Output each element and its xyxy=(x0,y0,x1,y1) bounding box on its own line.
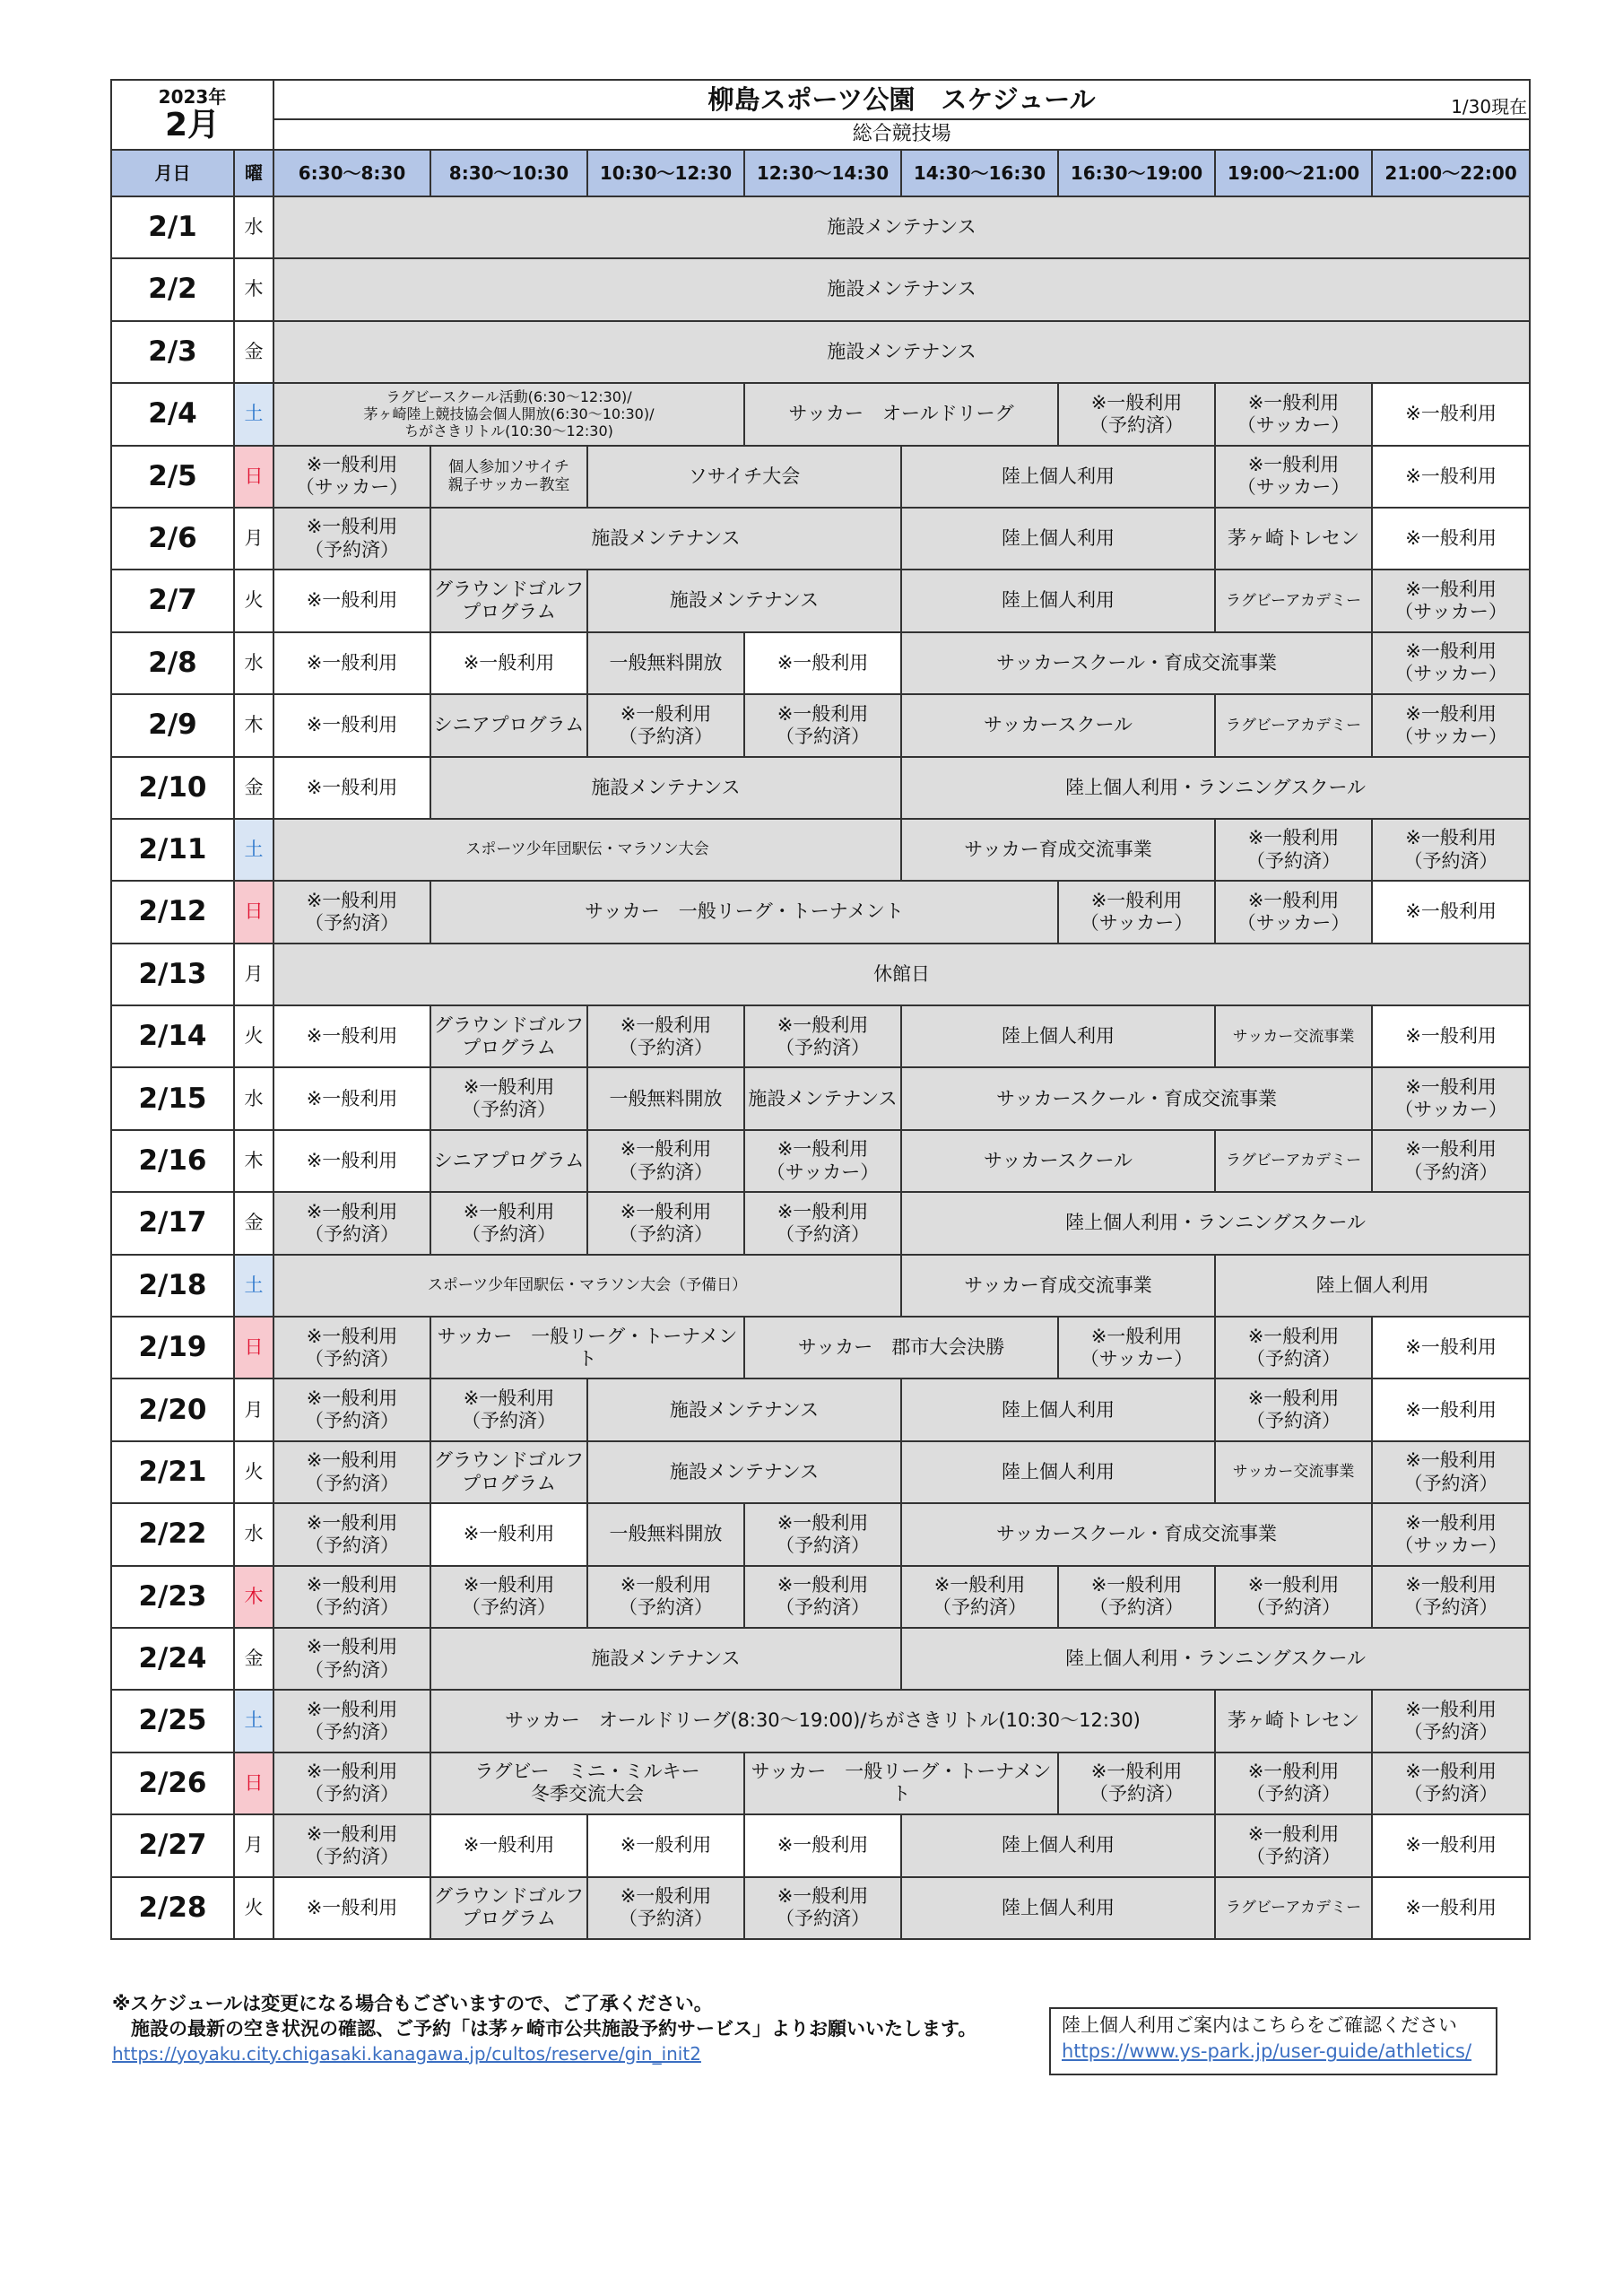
schedule-row xyxy=(111,819,1530,881)
schedule-cell: ※一般利用 xyxy=(744,1814,901,1876)
date-cell: 2/5 xyxy=(111,446,234,508)
schedule-cell: 施設メンテナンス xyxy=(587,1378,901,1440)
schedule-cell: ※一般利用 xyxy=(1372,1814,1530,1876)
weekday-cell: 金 xyxy=(234,1628,273,1690)
schedule-cell: 施設メンテナンス xyxy=(273,321,1530,383)
schedule-cell: ※一般利用 （予約済） xyxy=(744,694,901,756)
schedule-row xyxy=(111,1005,1530,1067)
schedule-cell: ※一般利用 （予約済） xyxy=(273,1378,430,1440)
date-cell: 2/15 xyxy=(111,1067,234,1129)
weekday-cell: 水 xyxy=(234,632,273,694)
weekday-cell: 土 xyxy=(234,383,273,445)
schedule-cell: ※一般利用 xyxy=(273,1067,430,1129)
schedule-cell: ※一般利用 （予約済） xyxy=(587,1192,744,1254)
schedule-cell: スポーツ少年団駅伝・マラソン大会（予備日） xyxy=(273,1255,901,1317)
schedule-row xyxy=(111,383,1530,445)
reservation-link[interactable]: https://yoyaku.city.chigasaki.kanagawa.jp/cultos/reserve/gin_init2 xyxy=(112,2042,701,2065)
schedule-cell: ※一般利用 （予約済） xyxy=(744,1192,901,1254)
schedule-row xyxy=(111,881,1530,943)
weekday-cell: 木 xyxy=(234,694,273,756)
schedule-cell: ※一般利用 （予約済） xyxy=(587,1005,744,1067)
weekday-cell: 火 xyxy=(234,1441,273,1503)
schedule-cell: サッカー 郡市大会決勝 xyxy=(744,1317,1058,1378)
weekday-cell: 土 xyxy=(234,819,273,881)
weekday-cell: 月 xyxy=(234,508,273,570)
schedule-row xyxy=(111,632,1530,694)
date-cell: 2/11 xyxy=(111,819,234,881)
schedule-cell: グラウンドゴルフ プログラム xyxy=(430,1877,587,1939)
weekday-cell: 火 xyxy=(234,1877,273,1939)
schedule-cell: サッカー交流事業 xyxy=(1215,1441,1372,1503)
schedule-cell: ※一般利用 xyxy=(273,694,430,756)
schedule-cell: ※一般利用 （予約済） xyxy=(1215,1317,1372,1378)
schedule-row xyxy=(111,1690,1530,1752)
schedule-cell: ※一般利用 （予約済） xyxy=(273,1503,430,1565)
schedule-cell: ラグビーアカデミー xyxy=(1215,694,1372,756)
col-header-slot: 21:00～22:00 xyxy=(1372,150,1530,196)
schedule-row xyxy=(111,1503,1530,1565)
schedule-cell: 施設メンテナンス xyxy=(430,508,901,570)
schedule-cell: 陸上個人利用 xyxy=(901,570,1215,631)
athletics-info-label: 陸上個人利用ご案内はこちらをご確認ください xyxy=(1062,2014,1457,2036)
date-cell: 2/24 xyxy=(111,1628,234,1690)
schedule-cell: ※一般利用 xyxy=(273,1130,430,1192)
schedule-row xyxy=(111,1877,1530,1939)
col-header-slot: 10:30～12:30 xyxy=(587,150,744,196)
weekday-cell: 日 xyxy=(234,446,273,508)
schedule-cell: 施設メンテナンス xyxy=(430,757,901,819)
schedule-cell: 陸上個人利用 xyxy=(1215,1255,1530,1317)
weekday-cell: 金 xyxy=(234,1192,273,1254)
weekday-cell: 日 xyxy=(234,1317,273,1378)
schedule-cell: サッカースクール・育成交流事業 xyxy=(901,1067,1372,1129)
schedule-cell: 施設メンテナンス xyxy=(273,258,1530,320)
schedule-cell: シニアプログラム xyxy=(430,1130,587,1192)
schedule-cell: ※一般利用 xyxy=(273,570,430,631)
schedule-cell: ※一般利用 （サッカー） xyxy=(1372,694,1530,756)
schedule-cell: 施設メンテナンス xyxy=(587,1441,901,1503)
footer-notes xyxy=(112,1991,1063,2066)
col-header-slot: 16:30～19:00 xyxy=(1058,150,1215,196)
date-cell: 2/12 xyxy=(111,881,234,943)
schedule-cell: ※一般利用 xyxy=(430,632,587,694)
schedule-cell: ※一般利用 （予約済） xyxy=(273,1192,430,1254)
date-cell: 2/4 xyxy=(111,383,234,445)
schedule-row xyxy=(111,1814,1530,1876)
schedule-cell: サッカースクール xyxy=(901,694,1215,756)
schedule-cell: ※一般利用 （予約済） xyxy=(273,1752,430,1814)
schedule-cell: ラグビースクール活動(6:30～12:30)/ 茅ヶ崎陸上競技協会個人開放(6:30～10:30)/ ちがさきリトル(10:30～12:30) xyxy=(273,383,744,445)
schedule-cell: ※一般利用 （サッカー） xyxy=(1215,383,1372,445)
date-cell: 2/21 xyxy=(111,1441,234,1503)
date-cell: 2/20 xyxy=(111,1378,234,1440)
change-notice: ※スケジュールは変更になる場合もございますので、ご了承ください。 xyxy=(112,1993,713,2014)
date-cell: 2/14 xyxy=(111,1005,234,1067)
schedule-row xyxy=(111,1192,1530,1254)
schedule-cell: ※一般利用 xyxy=(1372,383,1530,445)
title-text: 柳島スポーツ公園 スケジュール xyxy=(707,83,1096,115)
date-cell: 2/22 xyxy=(111,1503,234,1565)
date-cell: 2/16 xyxy=(111,1130,234,1192)
schedule-cell: ※一般利用 （予約済） xyxy=(1215,1566,1372,1628)
schedule-cell: ※一般利用 （予約済） xyxy=(430,1378,587,1440)
schedule-cell: ラグビー ミニ・ミルキー 冬季交流大会 xyxy=(430,1752,744,1814)
schedule-cell: 施設メンテナンス xyxy=(744,1067,901,1129)
schedule-cell: 陸上個人利用 xyxy=(901,446,1215,508)
schedule-row xyxy=(111,1752,1530,1814)
schedule-cell: ※一般利用 （予約済） xyxy=(273,881,430,943)
col-header-slot: 14:30～16:30 xyxy=(901,150,1058,196)
schedule-cell: ※一般利用 （予約済） xyxy=(1058,1566,1215,1628)
schedule-cell: サッカー 一般リーグ・トーナメント xyxy=(430,1317,744,1378)
schedule-cell: ※一般利用 （予約済） xyxy=(744,1877,901,1939)
schedule-cell: 茅ヶ崎トレセン xyxy=(1215,1690,1372,1752)
schedule-cell: ※一般利用 （サッカー） xyxy=(1372,632,1530,694)
schedule-cell: ※一般利用 （予約済） xyxy=(430,1566,587,1628)
schedule-cell: ※一般利用 （予約済） xyxy=(1215,819,1372,881)
schedule-cell: ※一般利用 （サッカー） xyxy=(273,446,430,508)
schedule-cell: ※一般利用 xyxy=(430,1814,587,1876)
col-header-slot: 8:30～10:30 xyxy=(430,150,587,196)
schedule-cell: ※一般利用 （予約済） xyxy=(901,1566,1058,1628)
schedule-cell: 個人参加ソサイチ 親子サッカー教室 xyxy=(430,446,587,508)
schedule-cell: サッカー交流事業 xyxy=(1215,1005,1372,1067)
schedule-cell: ラグビーアカデミー xyxy=(1215,1130,1372,1192)
schedule-row xyxy=(111,1378,1530,1440)
schedule-cell: サッカー 一般リーグ・トーナメント xyxy=(744,1752,1058,1814)
as-of-date: 1/30現在 xyxy=(1451,96,1528,117)
schedule-cell: ※一般利用 （サッカー） xyxy=(1215,446,1372,508)
schedule-cell: ※一般利用 xyxy=(1372,446,1530,508)
date-cell: 2/10 xyxy=(111,757,234,819)
month-header xyxy=(111,80,273,150)
date-cell: 2/9 xyxy=(111,694,234,756)
schedule-cell: ※一般利用 （予約済） xyxy=(744,1005,901,1067)
schedule-cell: ※一般利用 （予約済） xyxy=(273,1441,430,1503)
date-cell: 2/8 xyxy=(111,632,234,694)
weekday-cell: 金 xyxy=(234,321,273,383)
schedule-cell: ※一般利用 （予約済） xyxy=(1058,383,1215,445)
date-cell: 2/2 xyxy=(111,258,234,320)
schedule-row xyxy=(111,944,1530,1005)
schedule-cell: 陸上個人利用 xyxy=(901,1441,1215,1503)
schedule-cell: ※一般利用 （予約済） xyxy=(273,1566,430,1628)
schedule-cell: ※一般利用 xyxy=(430,1503,587,1565)
schedule-cell: サッカー 一般リーグ・トーナメント xyxy=(430,881,1058,943)
schedule-cell: ※一般利用 （予約済） xyxy=(273,1628,430,1690)
schedule-cell: 一般無料開放 xyxy=(587,1067,744,1129)
schedule-cell: シニアプログラム xyxy=(430,694,587,756)
schedule-cell: 施設メンテナンス xyxy=(587,570,901,631)
date-cell: 2/6 xyxy=(111,508,234,570)
schedule-cell: 陸上個人利用 xyxy=(901,1877,1215,1939)
schedule-cell: ※一般利用 （予約済） xyxy=(273,1317,430,1378)
date-cell: 2/7 xyxy=(111,570,234,631)
date-cell: 2/1 xyxy=(111,196,234,258)
schedule-cell: 陸上個人利用 xyxy=(901,508,1215,570)
schedule-cell: ※一般利用 （サッカー） xyxy=(1058,881,1215,943)
schedule-cell: ※一般利用 xyxy=(273,757,430,819)
athletics-info-link[interactable]: https://www.ys-park.jp/user-guide/athletics/ xyxy=(1062,2040,1472,2063)
schedule-cell: ※一般利用 （予約済） xyxy=(1372,1690,1530,1752)
col-header-dow: 曜 xyxy=(234,150,273,196)
schedule-row xyxy=(111,1130,1530,1192)
schedule-cell: ※一般利用 （予約済） xyxy=(1372,1752,1530,1814)
schedule-cell: ※一般利用 （予約済） xyxy=(1058,1752,1215,1814)
schedule-cell: ※一般利用 xyxy=(1372,1005,1530,1067)
schedule-row xyxy=(111,757,1530,819)
date-cell: 2/18 xyxy=(111,1255,234,1317)
page-title xyxy=(273,80,1530,119)
schedule-cell: サッカー育成交流事業 xyxy=(901,1255,1215,1317)
weekday-cell: 木 xyxy=(234,1566,273,1628)
venue-name: 総合競技場 xyxy=(273,119,1530,150)
schedule-cell: ※一般利用 xyxy=(744,632,901,694)
date-cell: 2/26 xyxy=(111,1752,234,1814)
schedule-cell: ※一般利用 （予約済） xyxy=(744,1566,901,1628)
schedule-cell: サッカースクール・育成交流事業 xyxy=(901,632,1372,694)
weekday-cell: 火 xyxy=(234,570,273,631)
schedule-cell: ※一般利用 xyxy=(1372,881,1530,943)
schedule-cell: グラウンドゴルフ プログラム xyxy=(430,1441,587,1503)
schedule-cell: ラグビーアカデミー xyxy=(1215,1877,1372,1939)
schedule-cell: サッカー育成交流事業 xyxy=(901,819,1215,881)
schedule-cell: ※一般利用 （予約済） xyxy=(1372,819,1530,881)
schedule-cell: 施設メンテナンス xyxy=(430,1628,901,1690)
schedule-cell: ※一般利用 xyxy=(1372,1877,1530,1939)
schedule-cell: 茅ヶ崎トレセン xyxy=(1215,508,1372,570)
date-cell: 2/13 xyxy=(111,944,234,1005)
schedule-cell: ※一般利用 xyxy=(1372,508,1530,570)
date-cell: 2/3 xyxy=(111,321,234,383)
schedule-cell: ※一般利用 （予約済） xyxy=(273,508,430,570)
schedule-cell: ※一般利用 xyxy=(1372,1378,1530,1440)
schedule-cell: ※一般利用 xyxy=(273,1005,430,1067)
schedule-row xyxy=(111,321,1530,383)
schedule-cell: 陸上個人利用 xyxy=(901,1814,1215,1876)
schedule-row xyxy=(111,570,1530,631)
schedule-cell: ※一般利用 （サッカー） xyxy=(1372,1067,1530,1129)
schedule-cell: ※一般利用 xyxy=(587,1814,744,1876)
schedule-cell: ※一般利用 （予約済） xyxy=(587,1130,744,1192)
col-header-slot: 12:30～14:30 xyxy=(744,150,901,196)
schedule-row xyxy=(111,446,1530,508)
weekday-cell: 月 xyxy=(234,1814,273,1876)
schedule-cell: 一般無料開放 xyxy=(587,1503,744,1565)
weekday-cell: 火 xyxy=(234,1005,273,1067)
schedule-cell: ※一般利用 （予約済） xyxy=(1372,1130,1530,1192)
schedule-cell: サッカースクール xyxy=(901,1130,1215,1192)
schedule-cell: グラウンドゴルフ プログラム xyxy=(430,570,587,631)
schedule-cell: ※一般利用 （サッカー） xyxy=(1215,881,1372,943)
schedule-cell: ※一般利用 （予約済） xyxy=(1372,1566,1530,1628)
schedule-cell: ※一般利用 xyxy=(273,1877,430,1939)
date-cell: 2/17 xyxy=(111,1192,234,1254)
schedule-cell: 陸上個人利用 xyxy=(901,1005,1215,1067)
schedule-cell: 陸上個人利用・ランニングスクール xyxy=(901,757,1530,819)
weekday-cell: 月 xyxy=(234,1378,273,1440)
schedule-cell: ※一般利用 （予約済） xyxy=(273,1690,430,1752)
year-label: 2023年 xyxy=(158,86,227,109)
schedule-row xyxy=(111,508,1530,570)
schedule-cell: ソサイチ大会 xyxy=(587,446,901,508)
weekday-cell: 水 xyxy=(234,1067,273,1129)
schedule-cell: ※一般利用 （予約済） xyxy=(1372,1441,1530,1503)
schedule-cell: グラウンドゴルフ プログラム xyxy=(430,1005,587,1067)
month-label: 2月 xyxy=(164,107,221,144)
date-cell: 2/25 xyxy=(111,1690,234,1752)
schedule-cell: ※一般利用 （サッカー） xyxy=(1372,570,1530,631)
schedule-cell: ※一般利用 （サッカー） xyxy=(1372,1503,1530,1565)
schedule-cell: サッカースクール・育成交流事業 xyxy=(901,1503,1372,1565)
schedule-cell: ※一般利用 （予約済） xyxy=(430,1067,587,1129)
date-cell: 2/28 xyxy=(111,1877,234,1939)
schedule-cell: ※一般利用 xyxy=(273,632,430,694)
schedule-cell: 陸上個人利用・ランニングスクール xyxy=(901,1628,1530,1690)
schedule-cell: ※一般利用 （予約済） xyxy=(744,1503,901,1565)
schedule-cell: ※一般利用 （予約済） xyxy=(1215,1752,1372,1814)
weekday-cell: 金 xyxy=(234,757,273,819)
schedule-cell: 休館日 xyxy=(273,944,1530,1005)
weekday-cell: 月 xyxy=(234,944,273,1005)
schedule-row xyxy=(111,1441,1530,1503)
schedule-row xyxy=(111,258,1530,320)
weekday-cell: 日 xyxy=(234,1752,273,1814)
schedule-cell: ラグビーアカデミー xyxy=(1215,570,1372,631)
schedule-row xyxy=(111,196,1530,258)
weekday-cell: 日 xyxy=(234,881,273,943)
date-cell: 2/19 xyxy=(111,1317,234,1378)
col-header-date: 月日 xyxy=(111,150,234,196)
col-header-slot: 19:00～21:00 xyxy=(1215,150,1372,196)
reservation-notice: 施設の最新の空き状況の確認、ご予約「は茅ヶ崎市公共施設予約サービス」よりお願いいたします。 xyxy=(112,2018,977,2040)
schedule-cell: ※一般利用 （予約済） xyxy=(1215,1814,1372,1876)
athletics-info-box xyxy=(1049,2007,1497,2075)
schedule-row xyxy=(111,1255,1530,1317)
schedule-cell: ※一般利用 （予約済） xyxy=(1215,1378,1372,1440)
schedule-cell: ※一般利用 （予約済） xyxy=(587,1566,744,1628)
weekday-cell: 水 xyxy=(234,196,273,258)
date-cell: 2/27 xyxy=(111,1814,234,1876)
weekday-cell: 土 xyxy=(234,1690,273,1752)
schedule-cell: 陸上個人利用・ランニングスクール xyxy=(901,1192,1530,1254)
schedule-row xyxy=(111,1566,1530,1628)
weekday-cell: 水 xyxy=(234,1503,273,1565)
schedule-cell: 陸上個人利用 xyxy=(901,1378,1215,1440)
schedule-row xyxy=(111,694,1530,756)
schedule-table xyxy=(110,79,1531,1940)
schedule-cell: スポーツ少年団駅伝・マラソン大会 xyxy=(273,819,901,881)
schedule-cell: ※一般利用 （予約済） xyxy=(430,1192,587,1254)
schedule-cell: ※一般利用 xyxy=(1372,1317,1530,1378)
schedule-cell: ※一般利用 （予約済） xyxy=(587,694,744,756)
schedule-row xyxy=(111,1317,1530,1378)
date-cell: 2/23 xyxy=(111,1566,234,1628)
schedule-cell: 施設メンテナンス xyxy=(273,196,1530,258)
schedule-cell: ※一般利用 （サッカー） xyxy=(1058,1317,1215,1378)
weekday-cell: 木 xyxy=(234,1130,273,1192)
schedule-cell: 一般無料開放 xyxy=(587,632,744,694)
schedule-row xyxy=(111,1067,1530,1129)
col-header-slot: 6:30～8:30 xyxy=(273,150,430,196)
weekday-cell: 木 xyxy=(234,258,273,320)
schedule-cell: ※一般利用 （サッカー） xyxy=(744,1130,901,1192)
schedule-cell: サッカー オールドリーグ xyxy=(744,383,1058,445)
schedule-cell: サッカー オールドリーグ(8:30～19:00)/ちがさきリトル(10:30～12:30) xyxy=(430,1690,1215,1752)
column-header-row xyxy=(111,150,1530,196)
schedule-cell: ※一般利用 （予約済） xyxy=(273,1814,430,1876)
weekday-cell: 土 xyxy=(234,1255,273,1317)
schedule-row xyxy=(111,1628,1530,1690)
schedule-cell: ※一般利用 （予約済） xyxy=(587,1877,744,1939)
